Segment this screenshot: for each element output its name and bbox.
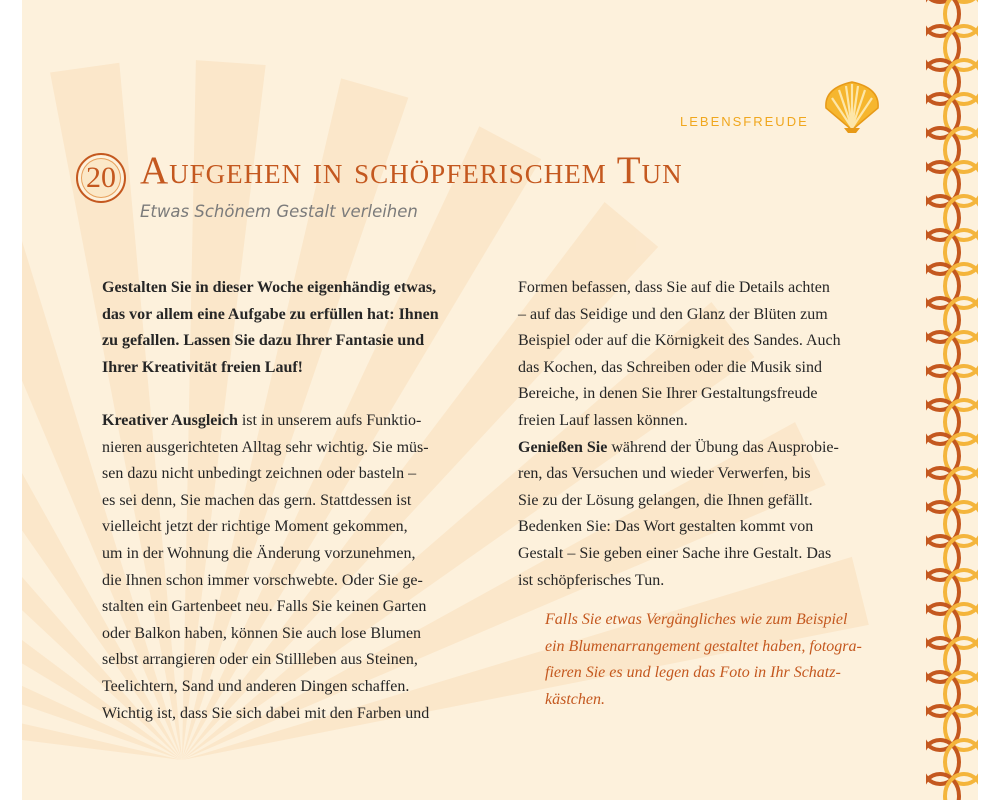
lead-term: Kreativer Ausgleich	[102, 411, 238, 429]
body-line: sen dazu nicht unbedingt zeichnen oder basteln –	[102, 465, 417, 483]
body-line: stalten ein Gartenbeet neu. Falls Sie keinen Garten	[102, 598, 427, 616]
body-line: ist schöpferisches Tun.	[518, 571, 665, 589]
body-line: nieren ausgerichteten Alltag sehr wichtig. Sie müs-	[102, 438, 429, 456]
tip-line: fieren Sie es und legen das Foto in Ihr Schatz-	[545, 664, 841, 682]
body-text: ist in unserem aufs Funktio-	[237, 411, 422, 429]
body-line: Formen befassen, dass Sie auf die Details achten	[518, 279, 830, 296]
body-line: Sie zu der Lösung gelangen, die Ihnen gefällt.	[518, 491, 813, 509]
intro-line: Ihrer Kreativität freien Lauf!	[102, 358, 303, 376]
body-line: Teelichtern, Sand und anderen Dingen schaffen.	[102, 677, 410, 695]
body-line: Wichtig ist, dass Sie sich dabei mit den Farben und	[102, 704, 430, 722]
body-line: – auf das Seidige und den Glanz der Blüten zum	[518, 305, 828, 323]
tip-line: Falls Sie etwas Vergängliches wie zum Beispiel	[545, 611, 848, 628]
body-line: ren, das Versuchen und wieder Verwerfen, bis	[518, 465, 811, 483]
lead-term: Genießen Sie	[518, 438, 608, 456]
intro-paragraph	[102, 275, 502, 381]
tip-line: ein Blumenarrangement gestaltet haben, fotogra-	[545, 637, 862, 655]
body-line: es sei denn, Sie machen das gern. Stattdessen ist	[102, 491, 412, 509]
right-text-column	[518, 275, 918, 594]
scallop-shell-icon	[822, 78, 882, 134]
body-line: freien Lauf lassen können.	[518, 411, 688, 429]
body-line: Beispiel oder auf die Körnigkeit des Sandes. Auch	[518, 332, 841, 350]
body-line: um in der Wohnung die Änderung vorzunehmen,	[102, 544, 416, 562]
body-paragraph-kreativer-ausgleich	[102, 408, 502, 727]
intro-line: Gestalten Sie in dieser Woche eigenhändig etwas,	[102, 279, 437, 296]
body-line: das Kochen, das Schreiben oder die Musik sind	[518, 358, 822, 376]
page-title: Aufgehen in schöpferischem Tun	[140, 149, 683, 192]
body-paragraph-continued	[518, 275, 918, 435]
intro-line: das vor allem eine Aufgabe zu erfüllen hat: Ihnen	[102, 305, 439, 323]
body-line	[102, 408, 502, 435]
tip-note	[545, 607, 925, 713]
body-line: oder Balkon haben, können Sie auch lose Blumen	[102, 624, 422, 642]
body-line: die Ihnen schon immer vorschwebte. Oder Sie ge-	[102, 571, 423, 589]
body-line: Gestalt – Sie geben einer Sache ihre Gestalt. Das	[518, 544, 832, 562]
page-subtitle: Etwas Schönem Gestalt verleihen	[140, 202, 418, 221]
body-line: vielleicht jetzt der richtige Moment gekommen,	[102, 518, 408, 536]
body-paragraph-geniessen	[518, 435, 918, 595]
body-text: während der Übung das Ausprobie-	[607, 438, 839, 456]
body-line	[518, 435, 918, 462]
body-line: Bereiche, in denen Sie Ihrer Gestaltungsfreude	[518, 385, 818, 403]
chapter-number-badge: 20	[76, 153, 126, 203]
page-margin	[978, 0, 1000, 800]
tip-line: kästchen.	[545, 690, 605, 708]
intro-line: zu gefallen. Lassen Sie dazu Ihrer Fantasie und	[102, 332, 425, 350]
body-line: selbst arrangieren oder ein Stillleben aus Steinen,	[102, 651, 418, 669]
left-text-column	[102, 275, 502, 727]
category-label: LEBENSFREUDE	[680, 114, 809, 129]
decorative-ring-border	[926, 0, 978, 800]
body-line: Bedenken Sie: Das Wort gestalten kommt von	[518, 518, 814, 536]
